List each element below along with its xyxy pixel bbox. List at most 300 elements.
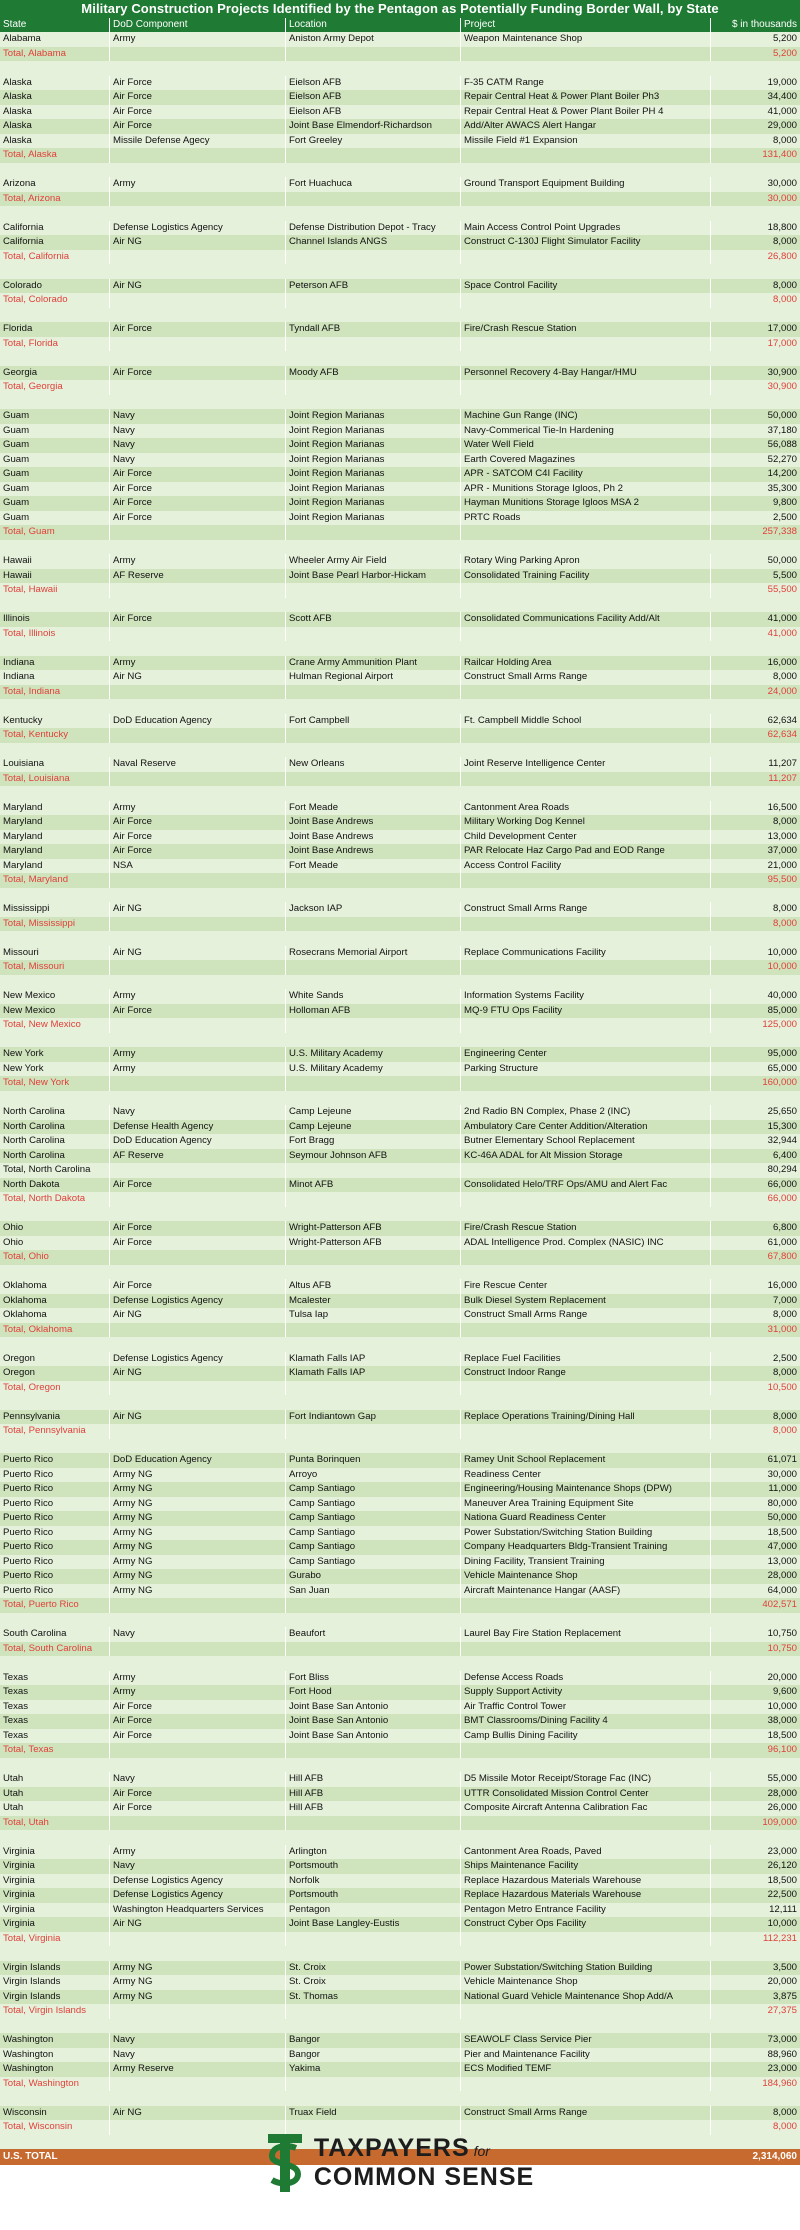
state-cell: Virginia xyxy=(0,1859,110,1874)
amount-cell: 11,207 xyxy=(768,772,797,784)
location-cell: Tulsa Iap xyxy=(286,1308,461,1323)
state-cell: Louisiana xyxy=(0,757,110,772)
state-cell: Alaska xyxy=(0,76,110,91)
component-cell: Army xyxy=(110,801,286,816)
table-row xyxy=(0,1685,800,1700)
location-cell: Joint Base Andrews xyxy=(286,830,461,845)
table-row xyxy=(0,569,800,584)
amount-cell: 10,000 xyxy=(767,961,797,972)
state-cell: Utah xyxy=(0,1801,110,1816)
table-row xyxy=(0,1294,800,1309)
amount-cell: 9,600 xyxy=(772,1686,797,1697)
spacer-row xyxy=(0,1395,800,1410)
state-cell: Ohio xyxy=(0,1221,110,1236)
component-cell: Army xyxy=(110,177,286,192)
table-row xyxy=(0,279,800,294)
amount-cell: 8,000 xyxy=(772,134,797,146)
location-cell: Joint Base San Antonio xyxy=(286,1714,461,1729)
location-cell xyxy=(286,627,461,642)
state-cell: Guam xyxy=(0,453,110,468)
state-cell: Alaska xyxy=(0,134,110,149)
project-cell xyxy=(461,192,711,207)
location-cell: Joint Base Andrews xyxy=(286,844,461,859)
project-cell: ECS Modified TEMF xyxy=(461,2062,711,2077)
state-cell: Illinois xyxy=(0,612,110,627)
project-cell: Camp Bullis Dining Facility xyxy=(461,1729,711,1744)
component-cell: Army NG xyxy=(110,1468,286,1483)
project-cell xyxy=(461,47,711,62)
amount-cell: 85,000 xyxy=(767,1004,797,1016)
component-cell: Defense Logistics Agency xyxy=(110,1294,286,1309)
project-cell: Defense Access Roads xyxy=(461,1671,711,1686)
table-row xyxy=(0,1134,800,1149)
amount-cell: 23,000 xyxy=(767,2063,797,2074)
state-cell: New York xyxy=(0,1062,110,1077)
project-cell xyxy=(461,525,711,540)
amount-cell: 8,000 xyxy=(772,816,797,827)
spacer-row xyxy=(0,351,800,366)
component-cell: Army NG xyxy=(110,1961,286,1976)
project-cell xyxy=(461,772,711,787)
state-cell: Total, Pennsylvania xyxy=(0,1424,110,1439)
location-cell: Punta Borinquen xyxy=(286,1453,461,1468)
spacer-row xyxy=(0,743,800,758)
amount-cell: 8,000 xyxy=(772,1309,797,1320)
project-cell: Readiness Center xyxy=(461,1468,711,1483)
state-total-row xyxy=(0,1816,800,1831)
amount-cell: 8,000 xyxy=(772,1367,797,1378)
component-cell: Air NG xyxy=(110,946,286,961)
component-cell xyxy=(110,47,286,62)
amount-cell: 8,000 xyxy=(772,279,797,291)
project-cell: KC-46A ADAL for Alt Mission Storage xyxy=(461,1149,711,1164)
location-cell: Fort Bliss xyxy=(286,1671,461,1686)
amount-cell: 160,000 xyxy=(762,1077,797,1088)
component-cell: Air Force xyxy=(110,844,286,859)
project-cell: Consolidated Helo/TRF Ops/AMU and Alert Fac xyxy=(461,1178,711,1193)
table-row xyxy=(0,235,800,250)
location-cell xyxy=(286,250,461,265)
project-cell: Consolidated Training Facility xyxy=(461,569,711,584)
amount-cell: 5,500 xyxy=(772,569,797,581)
amount-cell: 131,400 xyxy=(762,149,797,160)
project-cell: Navy-Commerical Tie-In Hardening xyxy=(461,424,711,439)
amount-cell: 112,231 xyxy=(763,1932,797,1944)
table-row xyxy=(0,221,800,236)
spacer-row xyxy=(0,1830,800,1845)
location-cell xyxy=(286,47,461,62)
location-cell: St. Croix xyxy=(286,1975,461,1990)
project-cell xyxy=(461,1018,711,1033)
location-cell xyxy=(286,772,461,787)
spacer-row xyxy=(0,1656,800,1671)
location-cell: Arroyo xyxy=(286,1468,461,1483)
table-row xyxy=(0,1627,800,1642)
amount-cell: 41,000 xyxy=(767,613,797,624)
table-row xyxy=(0,76,800,91)
state-cell: Oklahoma xyxy=(0,1294,110,1309)
amount-cell: 47,000 xyxy=(767,1541,797,1552)
header-state: State xyxy=(0,18,110,32)
amount-cell: 5,200 xyxy=(772,33,797,44)
table-row xyxy=(0,1410,800,1425)
amount-cell: 41,000 xyxy=(767,627,797,639)
component-cell: Air Force xyxy=(110,482,286,497)
table-row xyxy=(0,1149,800,1164)
component-cell: Air Force xyxy=(110,496,286,511)
table-row xyxy=(0,1584,800,1599)
location-cell: Minot AFB xyxy=(286,1178,461,1193)
header-project: Project xyxy=(461,18,711,32)
table-row xyxy=(0,859,800,874)
table-row xyxy=(0,902,800,917)
project-cell xyxy=(461,250,711,265)
component-cell: Air NG xyxy=(110,1410,286,1425)
component-cell: Air Force xyxy=(110,511,286,526)
component-cell: Air Force xyxy=(110,1279,286,1294)
logo-line2: COMMON SENSE xyxy=(313,2163,535,2191)
amount-cell: 66,000 xyxy=(767,1178,797,1190)
component-cell: Air NG xyxy=(110,902,286,917)
table-row xyxy=(0,1772,800,1787)
amount-cell: 28,000 xyxy=(767,1787,797,1799)
state-cell: Utah xyxy=(0,1772,110,1787)
project-cell: D5 Missile Motor Receipt/Storage Fac (INC) xyxy=(461,1772,711,1787)
amount-cell: 8,000 xyxy=(772,2121,797,2132)
amount-cell: 56,088 xyxy=(767,439,797,450)
project-cell: Air Traffic Control Tower xyxy=(461,1700,711,1715)
table-row xyxy=(0,1569,800,1584)
location-cell: Joint Base Langley-Eustis xyxy=(286,1917,461,1932)
amount-cell: 8,000 xyxy=(772,671,797,682)
location-cell: Norfolk xyxy=(286,1874,461,1889)
location-cell xyxy=(286,1250,461,1265)
table-row xyxy=(0,1903,800,1918)
state-cell: Arizona xyxy=(0,177,110,192)
table-row xyxy=(0,424,800,439)
state-cell: North Carolina xyxy=(0,1120,110,1135)
amount-cell: 11,207 xyxy=(768,758,797,769)
location-cell xyxy=(286,685,461,700)
amount-cell: 25,650 xyxy=(767,1106,797,1117)
location-cell: Camp Santiago xyxy=(286,1497,461,1512)
spacer-row xyxy=(0,888,800,903)
amount-cell: 28,000 xyxy=(767,1570,797,1581)
state-cell: Washington xyxy=(0,2033,110,2048)
component-cell xyxy=(110,1381,286,1396)
location-cell xyxy=(286,2077,461,2092)
component-cell xyxy=(110,525,286,540)
state-cell: Total, Virginia xyxy=(0,1932,110,1947)
state-cell: Total, Hawaii xyxy=(0,583,110,598)
project-cell xyxy=(461,148,711,163)
location-cell: Klamath Falls IAP xyxy=(286,1352,461,1367)
state-total-row xyxy=(0,192,800,207)
table-row xyxy=(0,1178,800,1193)
grand-total-value: 2,314,060 xyxy=(752,2151,797,2162)
table-row xyxy=(0,1279,800,1294)
project-cell: Construct Small Arms Range xyxy=(461,902,711,917)
state-cell: Total, South Carolina xyxy=(0,1642,110,1657)
component-cell: Air Force xyxy=(110,1714,286,1729)
table-row xyxy=(0,1105,800,1120)
amount-cell: 8,000 xyxy=(772,1425,797,1436)
table-row xyxy=(0,554,800,569)
project-cell: SEAWOLF Class Service Pier xyxy=(461,2033,711,2048)
location-cell: Hulman Regional Airport xyxy=(286,670,461,685)
spacer-row xyxy=(0,61,800,76)
location-cell xyxy=(286,1598,461,1613)
location-cell: Rosecrans Memorial Airport xyxy=(286,946,461,961)
amount-cell: 88,960 xyxy=(767,2048,797,2060)
table-row xyxy=(0,1555,800,1570)
table-row xyxy=(0,1801,800,1816)
table-row xyxy=(0,32,800,47)
project-cell: Cantonment Area Roads, Paved xyxy=(461,1845,711,1860)
amount-cell: 10,750 xyxy=(767,1642,797,1654)
amount-cell: 26,120 xyxy=(767,1860,797,1871)
state-cell: Florida xyxy=(0,322,110,337)
table-row xyxy=(0,1787,800,1802)
location-cell: Hill AFB xyxy=(286,1772,461,1787)
project-cell: Fire/Crash Rescue Station xyxy=(461,1221,711,1236)
state-cell: Total, Oregon xyxy=(0,1381,110,1396)
state-cell: Total, Ohio xyxy=(0,1250,110,1265)
component-cell xyxy=(110,583,286,598)
spacer-row xyxy=(0,264,800,279)
table-row xyxy=(0,2048,800,2063)
table-row xyxy=(0,1120,800,1135)
location-cell xyxy=(286,1381,461,1396)
amount-cell: 73,000 xyxy=(767,2034,797,2045)
state-cell: North Carolina xyxy=(0,1134,110,1149)
amount-cell: 9,800 xyxy=(772,497,797,508)
amount-cell: 32,944 xyxy=(767,1135,797,1146)
state-total-row xyxy=(0,250,800,265)
state-cell: Kentucky xyxy=(0,714,110,729)
state-cell: Maryland xyxy=(0,859,110,874)
state-cell: Puerto Rico xyxy=(0,1511,110,1526)
table-row xyxy=(0,844,800,859)
table-row xyxy=(0,1308,800,1323)
logo-for: for xyxy=(473,2143,490,2159)
state-cell: Virginia xyxy=(0,1845,110,1860)
table-row xyxy=(0,409,800,424)
project-cell: Repair Central Heat & Power Plant Boiler Ph3 xyxy=(461,90,711,105)
amount-cell: 21,000 xyxy=(767,859,797,871)
project-cell: Repair Central Heat & Power Plant Boiler PH 4 xyxy=(461,105,711,120)
component-cell: Air NG xyxy=(110,1308,286,1323)
component-cell xyxy=(110,1743,286,1758)
state-cell: Puerto Rico xyxy=(0,1497,110,1512)
amount-cell: 184,960 xyxy=(762,2077,797,2089)
table-row xyxy=(0,989,800,1004)
location-cell: Fort Meade xyxy=(286,859,461,874)
amount-cell: 30,000 xyxy=(767,1468,797,1480)
amount-cell: 66,000 xyxy=(767,1193,797,1204)
location-cell: Camp Santiago xyxy=(286,1482,461,1497)
amount-cell: 16,000 xyxy=(767,1280,797,1291)
project-cell xyxy=(461,685,711,700)
location-cell: White Sands xyxy=(286,989,461,1004)
component-cell: Navy xyxy=(110,1859,286,1874)
amount-cell: 37,180 xyxy=(767,424,797,436)
grand-total-label: U.S. TOTAL xyxy=(3,2151,58,2162)
state-cell: Hawaii xyxy=(0,569,110,584)
state-cell: Puerto Rico xyxy=(0,1584,110,1599)
project-cell: National Guard Vehicle Maintenance Shop Add/A xyxy=(461,1990,711,2005)
location-cell: Joint Region Marianas xyxy=(286,453,461,468)
project-cell xyxy=(461,2004,711,2019)
project-cell xyxy=(461,1192,711,1207)
project-cell xyxy=(461,1816,711,1831)
component-cell: DoD Education Agency xyxy=(110,714,286,729)
location-cell: Fort Meade xyxy=(286,801,461,816)
component-cell: Defense Health Agency xyxy=(110,1120,286,1135)
location-cell: Moody AFB xyxy=(286,366,461,381)
table-row xyxy=(0,1961,800,1976)
project-cell xyxy=(461,917,711,932)
project-cell: Construct Small Arms Range xyxy=(461,2106,711,2121)
location-cell: Joint Base Pearl Harbor-Hickam xyxy=(286,569,461,584)
amount-cell: 80,000 xyxy=(767,1497,797,1509)
logo-text xyxy=(314,2135,534,2190)
state-cell: Puerto Rico xyxy=(0,1526,110,1541)
amount-cell: 62,634 xyxy=(767,729,797,740)
state-total-row xyxy=(0,1323,800,1338)
header-dod-component: DoD Component xyxy=(110,18,286,32)
spacer-row xyxy=(0,975,800,990)
project-cell xyxy=(461,1424,711,1439)
state-cell: South Carolina xyxy=(0,1627,110,1642)
state-cell: Total, Maryland xyxy=(0,873,110,888)
state-cell: Oklahoma xyxy=(0,1308,110,1323)
amount-cell: 13,000 xyxy=(767,830,797,842)
amount-cell: 10,000 xyxy=(767,1700,797,1712)
state-cell: Total, Virgin Islands xyxy=(0,2004,110,2019)
project-cell xyxy=(461,1250,711,1265)
state-cell: New Mexico xyxy=(0,1004,110,1019)
amount-cell: 18,800 xyxy=(767,221,797,233)
location-cell xyxy=(286,1018,461,1033)
component-cell: Air Force xyxy=(110,612,286,627)
state-cell: Total, New Mexico xyxy=(0,1018,110,1033)
component-cell: Army NG xyxy=(110,1497,286,1512)
location-cell: Hill AFB xyxy=(286,1801,461,1816)
component-cell xyxy=(110,873,286,888)
state-cell: Total, Guam xyxy=(0,525,110,540)
amount-cell: 61,000 xyxy=(767,1236,797,1248)
spacer-row xyxy=(0,1265,800,1280)
state-cell: Alaska xyxy=(0,119,110,134)
table-header xyxy=(0,18,800,32)
component-cell: Army Reserve xyxy=(110,2062,286,2077)
table-row xyxy=(0,612,800,627)
location-cell: Camp Santiago xyxy=(286,1526,461,1541)
project-cell: Pier and Maintenance Facility xyxy=(461,2048,711,2063)
amount-cell: 24,000 xyxy=(767,685,797,697)
location-cell: Fort Bragg xyxy=(286,1134,461,1149)
component-cell: Air NG xyxy=(110,670,286,685)
spacer-row xyxy=(0,1439,800,1454)
component-cell xyxy=(110,250,286,265)
table-row xyxy=(0,1714,800,1729)
component-cell: Army xyxy=(110,1685,286,1700)
amount-cell: 64,000 xyxy=(767,1584,797,1596)
amount-cell: 3,875 xyxy=(772,1990,797,2002)
component-cell xyxy=(110,627,286,642)
location-cell: San Juan xyxy=(286,1584,461,1599)
table-row xyxy=(0,482,800,497)
location-cell: Wright-Patterson AFB xyxy=(286,1221,461,1236)
spacer-row xyxy=(0,395,800,410)
state-cell: Total, Wisconsin xyxy=(0,2120,110,2135)
location-cell: Bangor xyxy=(286,2033,461,2048)
location-cell: Altus AFB xyxy=(286,1279,461,1294)
spacer-row xyxy=(0,308,800,323)
state-total-row xyxy=(0,1250,800,1265)
table-row xyxy=(0,1352,800,1367)
table-row xyxy=(0,1526,800,1541)
project-cell: Joint Reserve Intelligence Center xyxy=(461,757,711,772)
table-row xyxy=(0,1221,800,1236)
state-cell: New Mexico xyxy=(0,989,110,1004)
state-cell: Alabama xyxy=(0,32,110,47)
amount-cell: 67,800 xyxy=(767,1251,797,1262)
project-cell: Dining Facility, Transient Training xyxy=(461,1555,711,1570)
table-row xyxy=(0,1845,800,1860)
state-cell: Georgia xyxy=(0,366,110,381)
project-cell: Replace Communications Facility xyxy=(461,946,711,961)
amount-cell: 30,900 xyxy=(767,366,797,378)
state-total-row xyxy=(0,1598,800,1613)
location-cell: Mcalester xyxy=(286,1294,461,1309)
table-row xyxy=(0,467,800,482)
component-cell: Missile Defense Agecy xyxy=(110,134,286,149)
location-cell xyxy=(286,1192,461,1207)
project-cell: Add/Alter AWACS Alert Hangar xyxy=(461,119,711,134)
location-cell xyxy=(286,1163,461,1178)
state-total-row xyxy=(0,148,800,163)
project-cell: Fire Rescue Center xyxy=(461,1279,711,1294)
amount-cell: 55,500 xyxy=(767,584,797,595)
project-cell: Replace Operations Training/Dining Hall xyxy=(461,1410,711,1425)
header-location: Location xyxy=(286,18,461,32)
component-cell: Army NG xyxy=(110,1975,286,1990)
amount-cell: 2,500 xyxy=(772,1352,797,1364)
table-row xyxy=(0,1482,800,1497)
table-row xyxy=(0,670,800,685)
project-cell xyxy=(461,1323,711,1338)
component-cell xyxy=(110,772,286,787)
project-cell: Rotary Wing Parking Apron xyxy=(461,554,711,569)
state-cell: Texas xyxy=(0,1729,110,1744)
project-cell xyxy=(461,583,711,598)
project-cell: Earth Covered Magazines xyxy=(461,453,711,468)
amount-cell: 5,200 xyxy=(772,47,797,59)
table-row xyxy=(0,1888,800,1903)
state-cell: Total, Louisiana xyxy=(0,772,110,787)
location-cell: Gurabo xyxy=(286,1569,461,1584)
table-row xyxy=(0,1047,800,1062)
component-cell: Army NG xyxy=(110,1526,286,1541)
amount-cell: 37,000 xyxy=(767,845,797,856)
amount-cell: 6,800 xyxy=(772,1222,797,1233)
table-row xyxy=(0,1004,800,1019)
amount-cell: 31,000 xyxy=(767,1323,797,1335)
component-cell: Defense Logistics Agency xyxy=(110,1888,286,1903)
component-cell: Navy xyxy=(110,424,286,439)
